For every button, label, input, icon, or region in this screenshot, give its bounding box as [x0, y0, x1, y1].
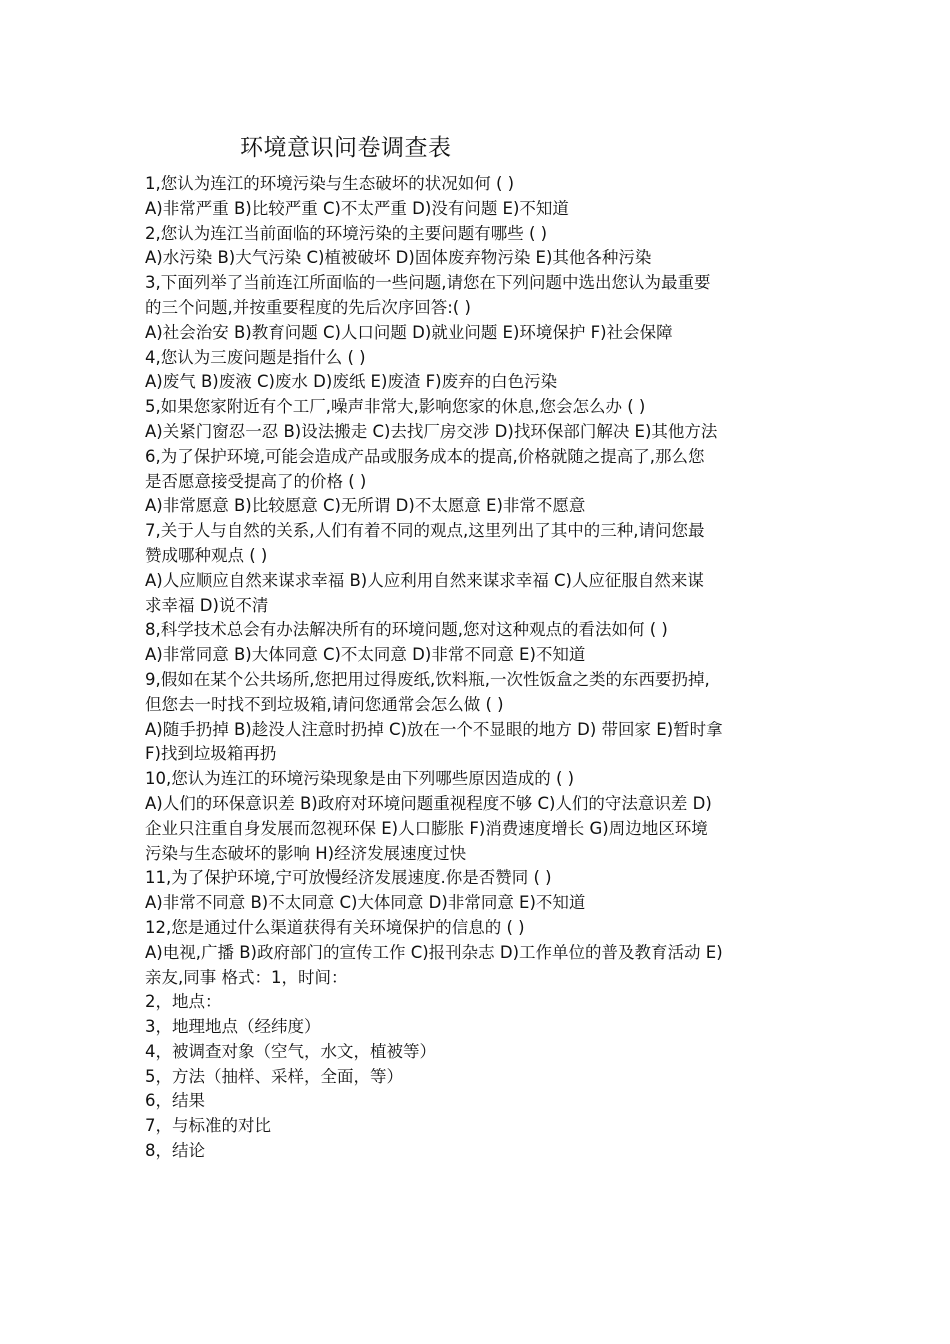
text-line: 1,您认为连江的环境污染与生态破坏的状况如何 ( ) [145, 174, 515, 193]
text-line: 10,您认为连江的环境污染现象是由下列哪些原因造成的 ( ) [145, 769, 575, 789]
text-line: A)非常同意 B)大体同意 C)不太同意 D)非常不同意 E)不知道 [145, 645, 586, 665]
text-line: A)人应顺应自然来谋求幸福 B)人应利用自然来谋求幸福 C)人应征服自然来谋 [145, 570, 704, 590]
text-line: 但您去一时找不到垃圾箱,请问您通常会怎么做 ( ) [145, 694, 504, 714]
text-line: A)随手扔掉 B)趁没人注意时扔掉 C)放在一个不显眼的地方 D) 带回家 E)暂时拿 [145, 719, 723, 739]
document-body [145, 172, 820, 1164]
text-line: 8,科学技术总会有办法解决所有的环境问题,您对这种观点的看法如何 ( ) [145, 620, 668, 640]
text-line: 亲友,同事 格式：1，时间： [145, 967, 348, 987]
text-line: 5，方法（抽样、采样，全面，等） [145, 1066, 403, 1086]
text-line: 3,下面列举了当前连江所面临的一些问题,请您在下列问题中选出您认为最重要 [145, 273, 711, 293]
text-line: 7，与标准的对比 [145, 1116, 271, 1136]
text-line: 11,为了保护环境,宁可放慢经济发展速度.你是否赞同 ( ) [145, 868, 552, 888]
text-line: 6，结果 [145, 1091, 205, 1111]
text-line: F)找到垃圾箱再扔 [145, 744, 277, 764]
text-line: A)非常不同意 B)不太同意 C)大体同意 D)非常同意 E)不知道 [145, 893, 586, 913]
text-line: A)关紧门窗忍一忍 B)设法搬走 C)去找厂房交涉 D)找环保部门解决 E)其他方法 [145, 421, 718, 441]
text-line: A)水污染 B)大气污染 C)植被破坏 D)固体废弃物污染 E)其他各种污染 [145, 248, 652, 268]
text-line: 8，结论 [145, 1141, 205, 1161]
text-line: A)非常严重 B)比较严重 C)不太严重 D)没有问题 E)不知道 [145, 198, 569, 218]
text-line: 3，地理地点（经纬度） [145, 1017, 321, 1037]
text-line: 是否愿意接受提高了的价格 ( ) [145, 471, 367, 491]
text-line: 企业只注重自身发展而忽视环保 E)人口膨胀 F)消费速度增长 G)周边地区环境 [145, 818, 708, 838]
text-line: 12,您是通过什么渠道获得有关环境保护的信息的 ( ) [145, 917, 525, 937]
document-title: 环境意识问卷调查表 [240, 135, 452, 161]
text-line: 2，地点： [145, 992, 222, 1012]
text-line: 9,假如在某个公共场所,您把用过得废纸,饮料瓶,一次性饭盒之类的东西要扔掉, [145, 669, 710, 689]
text-line: 赞成哪种观点 ( ) [145, 545, 268, 565]
text-line: 5,如果您家附近有个工厂,噪声非常大,影响您家的休息,您会怎么办 ( ) [145, 397, 646, 417]
text-line: A)电视,广播 B)政府部门的宣传工作 C)报刊杂志 D)工作单位的普及教育活动 E) [145, 942, 723, 962]
text-line: 2,您认为连江当前面临的环境污染的主要问题有哪些 ( ) [145, 223, 548, 243]
text-line: A)人们的环保意识差 B)政府对环境问题重视程度不够 C)人们的守法意识差 D) [145, 793, 712, 813]
text-line: 7,关于人与自然的关系,人们有着不同的观点,这里列出了其中的三种,请问您最 [145, 521, 705, 541]
text-line: A)非常愿意 B)比较愿意 C)无所谓 D)不太愿意 E)非常不愿意 [145, 496, 586, 516]
text-line: 的三个问题,并按重要程度的先后次序回答:( ) [145, 297, 471, 317]
text-line: 污染与生态破坏的影响 H)经济发展速度过快 [145, 843, 467, 863]
text-line: 6,为了保护环境,可能会造成产品或服务成本的提高,价格就随之提高了,那么您 [145, 446, 705, 466]
text-line: A)废气 B)废液 C)废水 D)废纸 E)废渣 F)废弃的白色污染 [145, 372, 558, 392]
text-line: 4，被调查对象（空气，水文，植被等） [145, 1041, 436, 1061]
text-line: 求幸福 D)说不清 [145, 595, 269, 615]
text-line: A)社会治安 B)教育问题 C)人口问题 D)就业问题 E)环境保护 F)社会保障 [145, 322, 673, 342]
text-line: 4,您认为三废问题是指什么 ( ) [145, 347, 366, 367]
